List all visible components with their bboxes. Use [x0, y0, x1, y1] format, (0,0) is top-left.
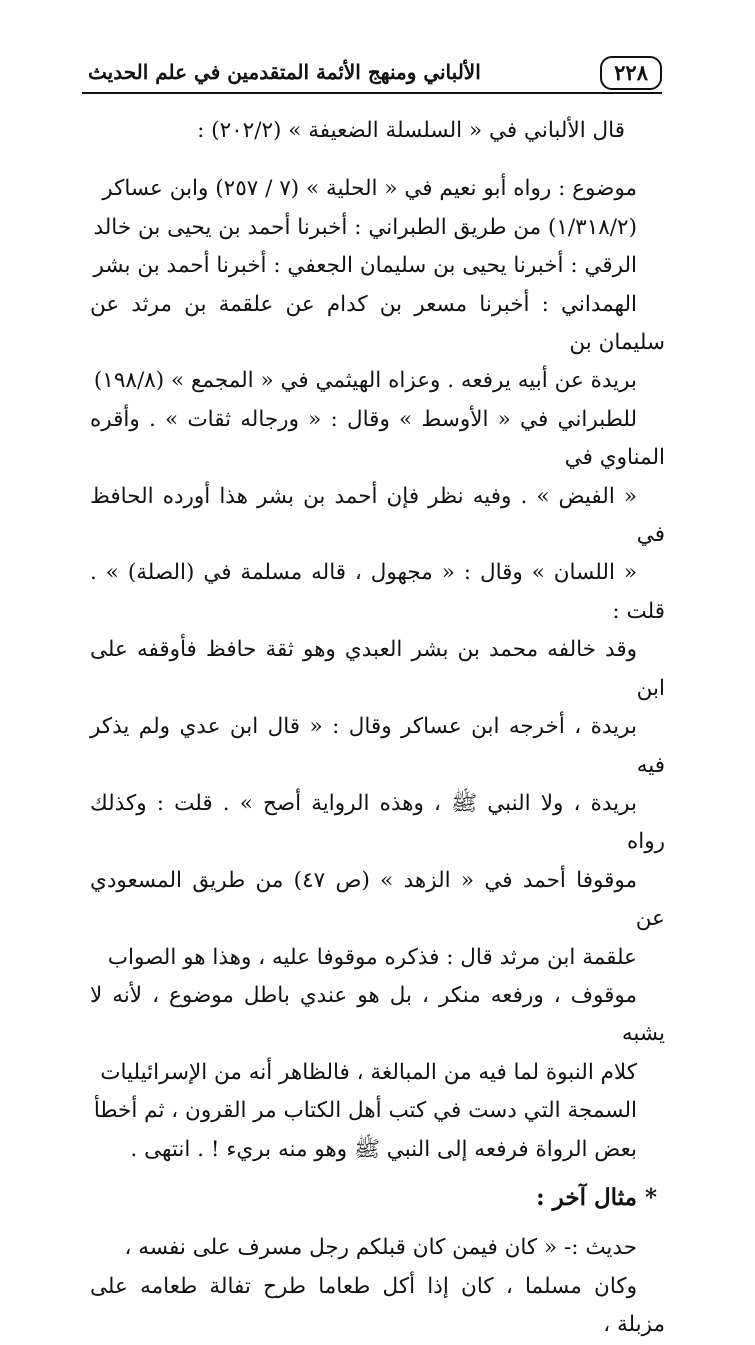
- text-line: بعض الرواة فرفعه إلى النبي ﷺ وهو منه بريء ! . انتهى .: [130, 1136, 637, 1162]
- text-line: الرقي : أخبرنا يحيى بن سليمان الجعفي : أخبرنا أحمد بن بشر: [93, 253, 637, 279]
- header-rule: [82, 92, 662, 94]
- text-line: وقد خالفه محمد بن بشر العبدي وهو ثقة حافظ فأوقفه على ابن: [90, 637, 665, 701]
- text-line: السمجة التي دست في كتب أهل الكتاب مر القرون ، ثم أخطأ: [93, 1098, 637, 1124]
- text-line: موقوفا أحمد في « الزهد » (ص ٤٧) من طريق المسعودي عن: [90, 867, 665, 932]
- text-line: بريدة ، أخرجه ابن عساكر وقال : « قال ابن عدي ولم يذكر فيه: [90, 714, 665, 778]
- hadith-paragraph: [90, 1229, 665, 1344]
- text-line: بريدة ، ولا النبي ﷺ ، وهذه الرواية أصح » . قلت : وكذلك رواه: [90, 790, 665, 855]
- running-title: الألباني ومنهج الأئمة المتقدمين في علم الحديث: [88, 60, 481, 84]
- main-paragraph: [90, 170, 665, 1169]
- text-line: موضوع : رواه أبو نعيم في « الحلية » (٧ / ٢٥٧) وابن عساكر: [102, 176, 637, 202]
- text-line: « اللسان » وقال : « مجهول ، قاله مسلمة في (الصلة) » . قلت :: [90, 560, 665, 624]
- text-line: موقوف ، ورفعه منكر ، بل هو عندي باطل موضوع ، لأنه لا يشبه: [90, 982, 665, 1047]
- text-line: علقمة ابن مرثد قال : فذكره موقوفا عليه ، وهذا هو الصواب: [107, 944, 637, 970]
- page-number: ٢٢٨: [600, 56, 662, 90]
- section-subheading: * مثال آخر :: [536, 1183, 657, 1211]
- text-line: وكان مسلما ، كان إذا أكل طعاما طرح تفالة طعامه على مزبلة ،: [90, 1273, 665, 1338]
- text-line: حديث :- « كان فيمن كان قبلكم رجل مسرف على نفسه ،: [124, 1235, 637, 1261]
- quote-intro: قال الألباني في « السلسلة الضعيفة » (٢٠٢/٢) :: [197, 118, 625, 143]
- page-body: [90, 112, 665, 1345]
- text-line: « الفيض » . وفيه نظر فإن أحمد بن بشر هذا أورده الحافظ في: [90, 483, 665, 548]
- text-line: (١/٣١٨/٢) من طريق الطبراني : أخبرنا أحمد بن يحيى بن خالد: [93, 214, 637, 240]
- text-line: كلام النبوة لما فيه من المبالغة ، فالظاهر أنه من الإسرائيليات: [100, 1059, 637, 1085]
- text-line: بريدة عن أبيه يرفعه . وعزاه الهيثمي في « المجمع » (١٩٨/٨): [93, 368, 637, 394]
- text-line: للطبراني في « الأوسط » وقال : « ورجاله ثقات » . وأقره المناوي في: [90, 406, 665, 471]
- text-line: الهمداني : أخبرنا مسعر بن كدام عن علقمة بن مرثد عن سليمان بن: [90, 291, 665, 356]
- page-header: [82, 52, 662, 92]
